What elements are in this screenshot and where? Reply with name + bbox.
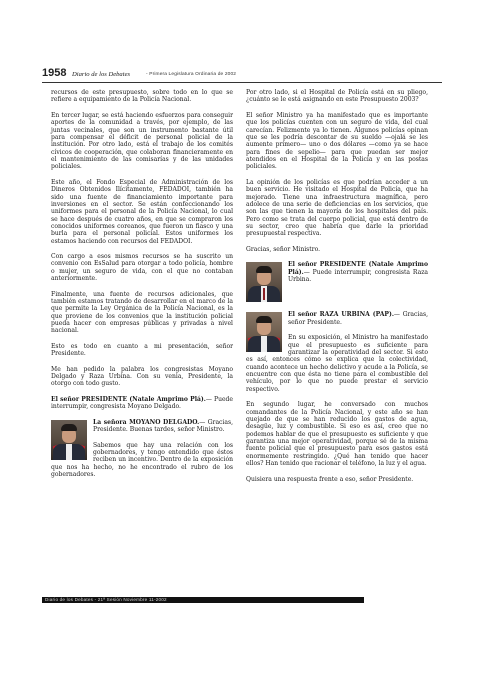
speech-text: — Gracias, señor Presidente. [288, 311, 428, 326]
right-column [246, 89, 428, 491]
paragraph: recursos de este presupuesto, sobre todo en lo que se refiere a equipamiento de la Policía Nacional. [51, 89, 233, 104]
paragraph: El señor Ministro ya ha manifestado que es importante que los policías cuenten con un seguro de vida, del cual carecían. Felizmente ya lo tienen. Algunos policías opinan que se les podría descontar de su sueldo —ojalá se les aumente primero— uno o dos dólares —como ya se hace para fines de sepelio— para que puedan ser mejor atendidos en el Hospital de la Policía y en las postas policiales. [246, 111, 428, 171]
speaker-block [51, 419, 233, 479]
paragraph: Esto es todo en cuanto a mi presentación, señor Presidente. [51, 342, 233, 358]
page-footer [42, 597, 364, 603]
speaker-block [246, 261, 428, 303]
speech-text: — Puede interrumpir, congresista Moyano Delgado. [51, 396, 233, 411]
speaker-block [246, 311, 428, 393]
page-number: 1958 [42, 67, 67, 79]
speaker-name: El señor PRESIDENTE (Natale Amprimo Plá). [51, 396, 206, 403]
speaker-photo [246, 312, 282, 352]
paragraph: En tercer lugar, se está haciendo esfuerzos para conseguir aportes de la comunidad a través, por ejemplo, de las juntas vecinales, que son un instrumento bastante útil para compensar el déficit de personal policial de la institución. Por otro lado, está el trabajo de los comités cívicos de cooperación, que colaboran financieramente en el mantenimiento de las comisarías y de las unidades policiales. [51, 111, 233, 171]
paragraph: Este año, el Fondo Especial de Administración de los Dineros Obtenidos Ilícitamente, FEDADOI, también ha sido una fuente de financiamiento importante para inversiones en el sector. Se están confeccionando los uniformes para el personal de la Policía Nacional, lo cual se hace después de cuatro años, en que se compraron los conocidos uniformes coreanos, que fueron un fiasco y una burla para el personal policial. Estos uniformes los estamos haciendo con recursos del FEDADOI. [51, 178, 233, 245]
journal-title: Diario de los Debates [72, 71, 131, 78]
speaker-photo [246, 262, 282, 302]
paragraph: Me han pedido la palabra los congresistas Moyano Delgado y Raza Urbina. Con su venia, Presidente, la otorgo con todo gusto. [51, 365, 233, 388]
paragraph: Con cargo a esos mismos recursos se ha suscrito un convenio con EsSalud para otorgar a todo policía, hombre o mujer, un seguro de vida, con el que no contaban anteriormente. [51, 253, 233, 283]
page-header [42, 67, 442, 83]
speaker-paragraph [51, 396, 233, 411]
paragraph: Por otro lado, si el Hospital de Policía está en su pliego, ¿cuánto se le está asignando en este Presupuesto 2003? [246, 89, 428, 104]
speech-text: — Gracias, Presidente. Buenas tardes, señor Ministro. [93, 418, 233, 434]
speaker-photo [51, 420, 87, 460]
speaker-name: El señor PRESIDENTE (Natale Amprimo Plá). [288, 261, 428, 276]
paragraph: Gracias, señor Ministro. [246, 245, 321, 253]
left-column [51, 89, 233, 487]
speaker-name: El señor RAZA URBINA (PAP). [288, 311, 394, 319]
paragraph: Quisiera una respuesta frente a eso, señor Presidente. [246, 475, 414, 483]
paragraph: Sabemos que hay una relación con los gobernadores, y tengo entendido que éstos reciben un incentivo. Dentro de la exposición que nos ha hecho, no he encontrado el rubro de los gobernadores. [51, 441, 233, 479]
speech-text: — Puede interrumpir, congresista Raza Urbina. [288, 268, 428, 283]
paragraph: En su exposición, el Ministro ha manifestado que el presupuesto es suficiente para garantizar la operatividad del sector. Si esto es así, entonces cómo se explica que la colectividad, cuando acontece un hecho delictivo y acude a la Policía, se encuentre con que ésta no tiene para el combustible del vehículo, por lo que no puede prestar el servicio respectivo. [246, 334, 428, 393]
paragraph: La opinión de los policías es que podrían acceder a un buen servicio. He visitado el Hospital de Policía, que ha mejorado. Tiene una infraestructura magnífica, pero adolece de una serie de deficiencias en los servicios, que son las que tienen la mayoría de los hospitales del país. Pero como se trata del cuerpo policial, que está dentro de su sector, creo que habría que darle la prioridad presupuestal respectiva. [246, 178, 428, 238]
paragraph: Finalmente, una fuente de recursos adicionales, que también estamos tratando de desarrollar en el marco de la que permite la Ley Orgánica de la Policía Nacional, es la que proviene de los convenios que la institución policial pueda hacer con empresas públicas y privadas a nivel nacional. [51, 290, 233, 335]
footer-text: Diario de los Debates - 21ª Sesión Noviembre 11-2002 [45, 597, 167, 602]
speaker-name: La señora MOYANO DELGADO. [93, 418, 200, 426]
paragraph: En segundo lugar, he conversado con muchos comandantes de la Policía Nacional, y este año se han quejado de que se han reducido los gastos de agua, desagüe, luz y combustible. Si eso es así, creo que no podemos hablar de que el presupuesto es suficiente y que garantiza una mejor operatividad, porque sé de la misma fuente policial que el presupuesto para esos gastos está enormemente restringido. ¿Qué han tenido que hacer ellos? Han tenido que racionar el teléfono, la luz y el agua. [246, 401, 428, 468]
session-label: - Primera Legislatura Ordinaria de 2002 [146, 72, 237, 77]
